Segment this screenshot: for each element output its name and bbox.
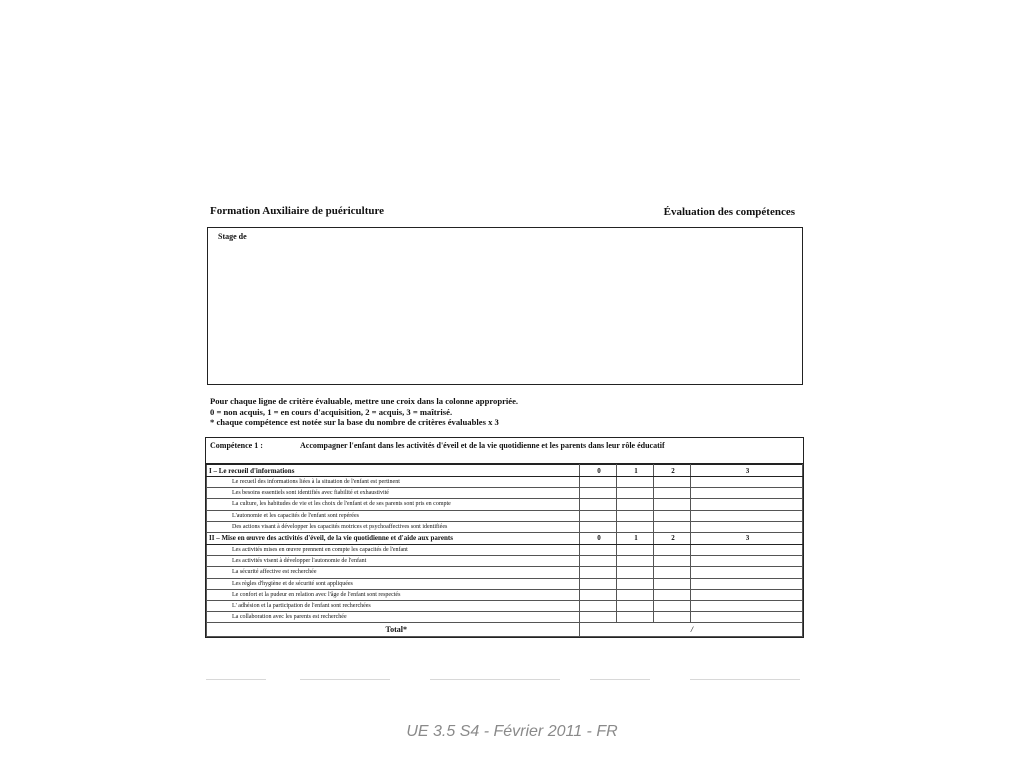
score-cell[interactable]	[580, 477, 617, 488]
total-row	[207, 623, 803, 637]
score-header: 1	[617, 465, 654, 477]
score-cell[interactable]	[691, 567, 803, 578]
evaluation-grid	[205, 437, 804, 638]
score-header: 2	[654, 465, 691, 477]
criterion-row	[207, 556, 803, 567]
section-title: I – Le recueil d'informations	[207, 465, 580, 477]
score-cell[interactable]	[691, 600, 803, 611]
criterion-row	[207, 488, 803, 499]
score-cell[interactable]	[580, 612, 617, 623]
criterion-text: Des actions visant à développer les capacités motrices et psychoaffectives sont identifiées	[207, 521, 580, 532]
score-header: 3	[691, 465, 803, 477]
score-cell[interactable]	[654, 510, 691, 521]
competence-text: Accompagner l'enfant dans les activités d'éveil et de la vie quotidienne et les parents dans leur rôle éducatif	[300, 441, 665, 450]
competence-label: Compétence 1 :	[210, 441, 263, 450]
criterion-text: Les activités visent à développer l'autonomie de l'enfant	[207, 556, 580, 567]
score-header: 2	[654, 532, 691, 544]
instruction-line: Pour chaque ligne de critère évaluable, mettre une croix dans la colonne appropriée.	[210, 396, 519, 406]
criterion-row	[207, 544, 803, 555]
score-cell[interactable]	[617, 600, 654, 611]
score-cell[interactable]	[654, 521, 691, 532]
stage-box[interactable]	[207, 227, 803, 385]
score-cell[interactable]	[617, 499, 654, 510]
score-cell[interactable]	[617, 589, 654, 600]
score-cell[interactable]	[654, 578, 691, 589]
criterion-row	[207, 477, 803, 488]
criterion-text: Les besoins essentiels sont identifiés avec fiabilité et exhaustivité	[207, 488, 580, 499]
score-cell[interactable]	[654, 600, 691, 611]
criterion-text: La culture, les habitudes de vie et les choix de l'enfant et de ses parents sont pris en compte	[207, 499, 580, 510]
scan-artifact-line	[590, 679, 650, 680]
criterion-text: La sécurité affective est recherchée	[207, 567, 580, 578]
score-cell[interactable]	[580, 544, 617, 555]
score-cell[interactable]	[691, 612, 803, 623]
score-cell[interactable]	[617, 477, 654, 488]
criterion-row	[207, 499, 803, 510]
scan-artifact-line	[300, 679, 390, 680]
score-cell[interactable]	[580, 521, 617, 532]
footer-caption: UE 3.5 S4 - Février 2011 - FR	[406, 723, 618, 740]
score-cell[interactable]	[617, 578, 654, 589]
total-label: Total*	[207, 623, 580, 637]
criteria-table	[206, 464, 803, 637]
score-cell[interactable]	[691, 544, 803, 555]
criterion-text: Le confort et la pudeur en relation avec l'âge de l'enfant sont respectés	[207, 589, 580, 600]
score-cell[interactable]	[617, 521, 654, 532]
scan-artifact-line	[430, 679, 560, 680]
section-title: II – Mise en œuvre des activités d'éveil, de la vie quotidienne et d'aide aux parents	[207, 532, 580, 544]
score-cell[interactable]	[654, 612, 691, 623]
score-cell[interactable]	[691, 488, 803, 499]
score-header: 0	[580, 532, 617, 544]
criterion-row	[207, 521, 803, 532]
score-cell[interactable]	[654, 477, 691, 488]
criterion-text: Les activités mises en œuvre prennent en compte les capacités de l'enfant	[207, 544, 580, 555]
criterion-row	[207, 567, 803, 578]
criterion-text: L'autonomie et les capacités de l'enfant sont repérées	[207, 510, 580, 521]
competence-row	[206, 438, 803, 464]
criterion-text: Le recueil des informations liées à la situation de l'enfant est pertinent	[207, 477, 580, 488]
score-cell[interactable]	[654, 567, 691, 578]
criterion-row	[207, 578, 803, 589]
training-title: Formation Auxiliaire de puériculture	[210, 205, 385, 217]
score-cell[interactable]	[691, 521, 803, 532]
criterion-row	[207, 510, 803, 521]
section-header-row	[207, 465, 803, 477]
score-cell[interactable]	[617, 612, 654, 623]
score-cell[interactable]	[691, 556, 803, 567]
score-cell[interactable]	[580, 499, 617, 510]
score-cell[interactable]	[654, 488, 691, 499]
criterion-text: L' adhésion et la participation de l'enfant sont recherchées	[207, 600, 580, 611]
score-cell[interactable]	[617, 544, 654, 555]
score-cell[interactable]	[580, 510, 617, 521]
instructions	[210, 396, 518, 428]
criterion-row	[207, 600, 803, 611]
scan-artifact-line	[206, 679, 266, 680]
score-cell[interactable]	[580, 556, 617, 567]
total-value[interactable]: /	[580, 623, 803, 637]
section-header-row	[207, 532, 803, 544]
score-cell[interactable]	[691, 499, 803, 510]
score-cell[interactable]	[580, 488, 617, 499]
scan-artifact-line	[690, 679, 800, 680]
score-cell[interactable]	[617, 556, 654, 567]
criterion-text: Les règles d'hygiène et de sécurité sont appliquées	[207, 578, 580, 589]
score-cell[interactable]	[654, 544, 691, 555]
score-cell[interactable]	[580, 589, 617, 600]
score-cell[interactable]	[617, 510, 654, 521]
score-cell[interactable]	[691, 510, 803, 521]
score-cell[interactable]	[654, 589, 691, 600]
score-cell[interactable]	[580, 567, 617, 578]
score-cell[interactable]	[691, 578, 803, 589]
score-cell[interactable]	[617, 488, 654, 499]
instruction-line: * chaque compétence est notée sur la base du nombre de critères évaluables x 3	[210, 417, 499, 427]
score-cell[interactable]	[654, 499, 691, 510]
criterion-row	[207, 612, 803, 623]
score-header: 3	[691, 532, 803, 544]
evaluation-title: Évaluation des compétences	[663, 206, 795, 218]
criterion-row	[207, 589, 803, 600]
stage-label: Stage de	[218, 232, 247, 241]
score-cell[interactable]	[617, 567, 654, 578]
score-cell[interactable]	[580, 578, 617, 589]
score-header: 0	[580, 465, 617, 477]
score-cell[interactable]	[691, 589, 803, 600]
instruction-line: 0 = non acquis, 1 = en cours d'acquisition, 2 = acquis, 3 = maîtrisé.	[210, 406, 453, 417]
score-header: 1	[617, 532, 654, 544]
score-cell[interactable]	[654, 556, 691, 567]
score-cell[interactable]	[580, 600, 617, 611]
criterion-text: La collaboration avec les parents est recherchée	[207, 612, 580, 623]
score-cell[interactable]	[691, 477, 803, 488]
